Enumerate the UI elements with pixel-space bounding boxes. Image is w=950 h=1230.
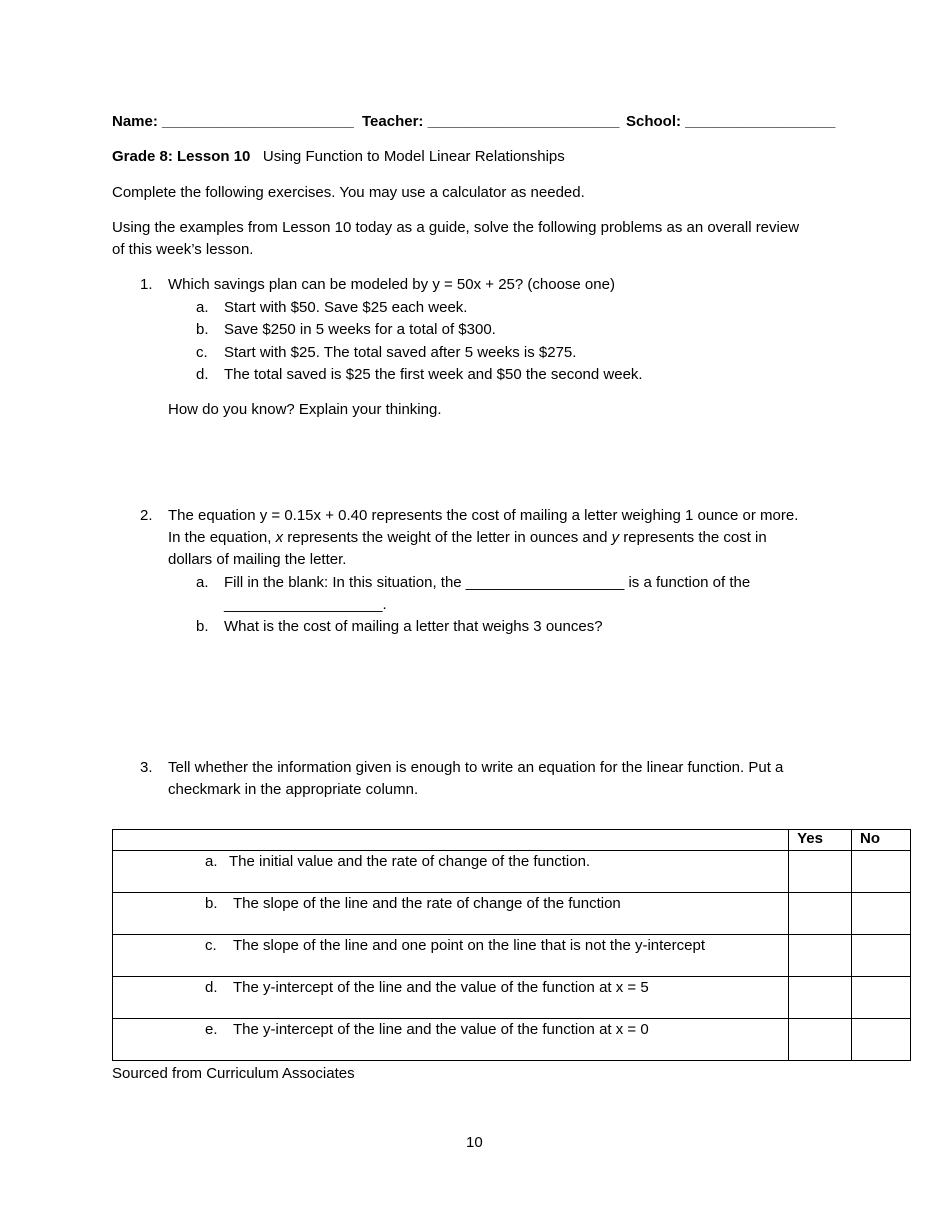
q1-option-c: Start with $25. The total saved after 5 weeks is $275. bbox=[224, 344, 577, 361]
no-check-cell[interactable] bbox=[852, 893, 911, 935]
criterion-text: The slope of the line and one point on the line that is not the y-intercept bbox=[233, 937, 705, 954]
instructions-line-3: of this week’s lesson. bbox=[112, 241, 254, 258]
criterion-letter: c. bbox=[205, 937, 217, 954]
criterion-letter: d. bbox=[205, 979, 218, 996]
q2-line-2-pre: In the equation, bbox=[168, 529, 276, 546]
q2-line-2-mid: represents the weight of the letter in ounces and bbox=[283, 529, 612, 546]
lesson-title bbox=[112, 148, 565, 165]
criterion-letter: b. bbox=[205, 895, 218, 912]
column-header-yes: Yes bbox=[789, 830, 852, 851]
q3-number: 3. bbox=[140, 759, 153, 776]
q1-option-d: The total saved is $25 the first week and $50 the second week. bbox=[224, 366, 643, 383]
q1-option-c-letter: c. bbox=[196, 344, 208, 361]
yes-check-cell[interactable] bbox=[789, 893, 852, 935]
q2-line-2 bbox=[168, 529, 767, 546]
q1-number: 1. bbox=[140, 276, 153, 293]
no-check-cell[interactable] bbox=[852, 851, 911, 893]
no-check-cell[interactable] bbox=[852, 935, 911, 977]
q3-line-2: checkmark in the appropriate column. bbox=[168, 781, 419, 798]
q2-part-b-letter: b. bbox=[196, 618, 209, 635]
instructions-line-1: Complete the following exercises. You may use a calculator as needed. bbox=[112, 184, 585, 201]
criterion-cell bbox=[113, 935, 789, 977]
yes-check-cell[interactable] bbox=[789, 1019, 852, 1061]
criterion-text: The y-intercept of the line and the value of the function at x = 0 bbox=[233, 1021, 649, 1038]
table-row bbox=[113, 851, 911, 893]
q2-part-a-letter: a. bbox=[196, 574, 209, 591]
q1-explain-prompt: How do you know? Explain your thinking. bbox=[168, 401, 442, 418]
source-note: Sourced from Curriculum Associates bbox=[112, 1065, 355, 1082]
grade-label: Grade 8: Lesson 10 bbox=[112, 148, 251, 165]
criterion-cell bbox=[113, 977, 789, 1019]
yes-check-cell[interactable] bbox=[789, 851, 852, 893]
answer-table bbox=[112, 829, 911, 1061]
no-check-cell[interactable] bbox=[852, 977, 911, 1019]
q2-part-b: What is the cost of mailing a letter that weighs 3 ounces? bbox=[224, 618, 603, 635]
criterion-text: The y-intercept of the line and the value of the function at x = 5 bbox=[233, 979, 649, 996]
table-row bbox=[113, 935, 911, 977]
q1-text: Which savings plan can be modeled by y = 50x + 25? (choose one) bbox=[168, 276, 615, 293]
criterion-text: The initial value and the rate of change of the function. bbox=[229, 853, 591, 870]
yes-check-cell[interactable] bbox=[789, 977, 852, 1019]
q2-part-a-line-2[interactable]: ___________________. bbox=[224, 596, 387, 613]
column-header-no: No bbox=[852, 830, 911, 851]
criterion-letter: e. bbox=[205, 1021, 218, 1038]
q1-option-b-letter: b. bbox=[196, 321, 209, 338]
criterion-text: The slope of the line and the rate of change of the function bbox=[233, 895, 621, 912]
q2-line-2-post: represents the cost in bbox=[619, 529, 767, 546]
q1-option-a-letter: a. bbox=[196, 299, 209, 316]
criterion-letter: a. bbox=[205, 853, 218, 870]
q1-option-b: Save $250 in 5 weeks for a total of $300. bbox=[224, 321, 496, 338]
q1-option-d-letter: d. bbox=[196, 366, 209, 383]
q1-option-a: Start with $50. Save $25 each week. bbox=[224, 299, 468, 316]
q2-line-1: The equation y = 0.15x + 0.40 represents the cost of mailing a letter weighing 1 ounce or more. bbox=[168, 507, 799, 524]
criterion-cell bbox=[113, 1019, 789, 1061]
name-field[interactable]: Name: _______________________ bbox=[112, 113, 354, 130]
lesson-name: Using Function to Model Linear Relationships bbox=[262, 148, 565, 165]
table-row bbox=[113, 977, 911, 1019]
no-check-cell[interactable] bbox=[852, 1019, 911, 1061]
table-row bbox=[113, 893, 911, 935]
page-number: 10 bbox=[466, 1134, 483, 1151]
table-row bbox=[113, 1019, 911, 1061]
instructions-line-2: Using the examples from Lesson 10 today as a guide, solve the following problems as an overall review bbox=[112, 219, 800, 236]
q2-number: 2. bbox=[140, 507, 153, 524]
teacher-field[interactable]: Teacher: _______________________ bbox=[362, 113, 620, 130]
var-x: x bbox=[275, 529, 284, 546]
school-field[interactable]: School: __________________ bbox=[626, 113, 836, 130]
var-y: y bbox=[611, 529, 620, 546]
yes-check-cell[interactable] bbox=[789, 935, 852, 977]
table-header-row bbox=[113, 830, 911, 851]
q2-part-a-line-1[interactable]: Fill in the blank: In this situation, the ___________________ is a function of the bbox=[224, 574, 751, 591]
q3-line-1: Tell whether the information given is enough to write an equation for the linear function. Put a bbox=[168, 759, 784, 776]
header-blank-cell bbox=[113, 830, 789, 851]
criterion-cell bbox=[113, 851, 789, 893]
criterion-cell bbox=[113, 893, 789, 935]
q2-line-3: dollars of mailing the letter. bbox=[168, 551, 347, 568]
